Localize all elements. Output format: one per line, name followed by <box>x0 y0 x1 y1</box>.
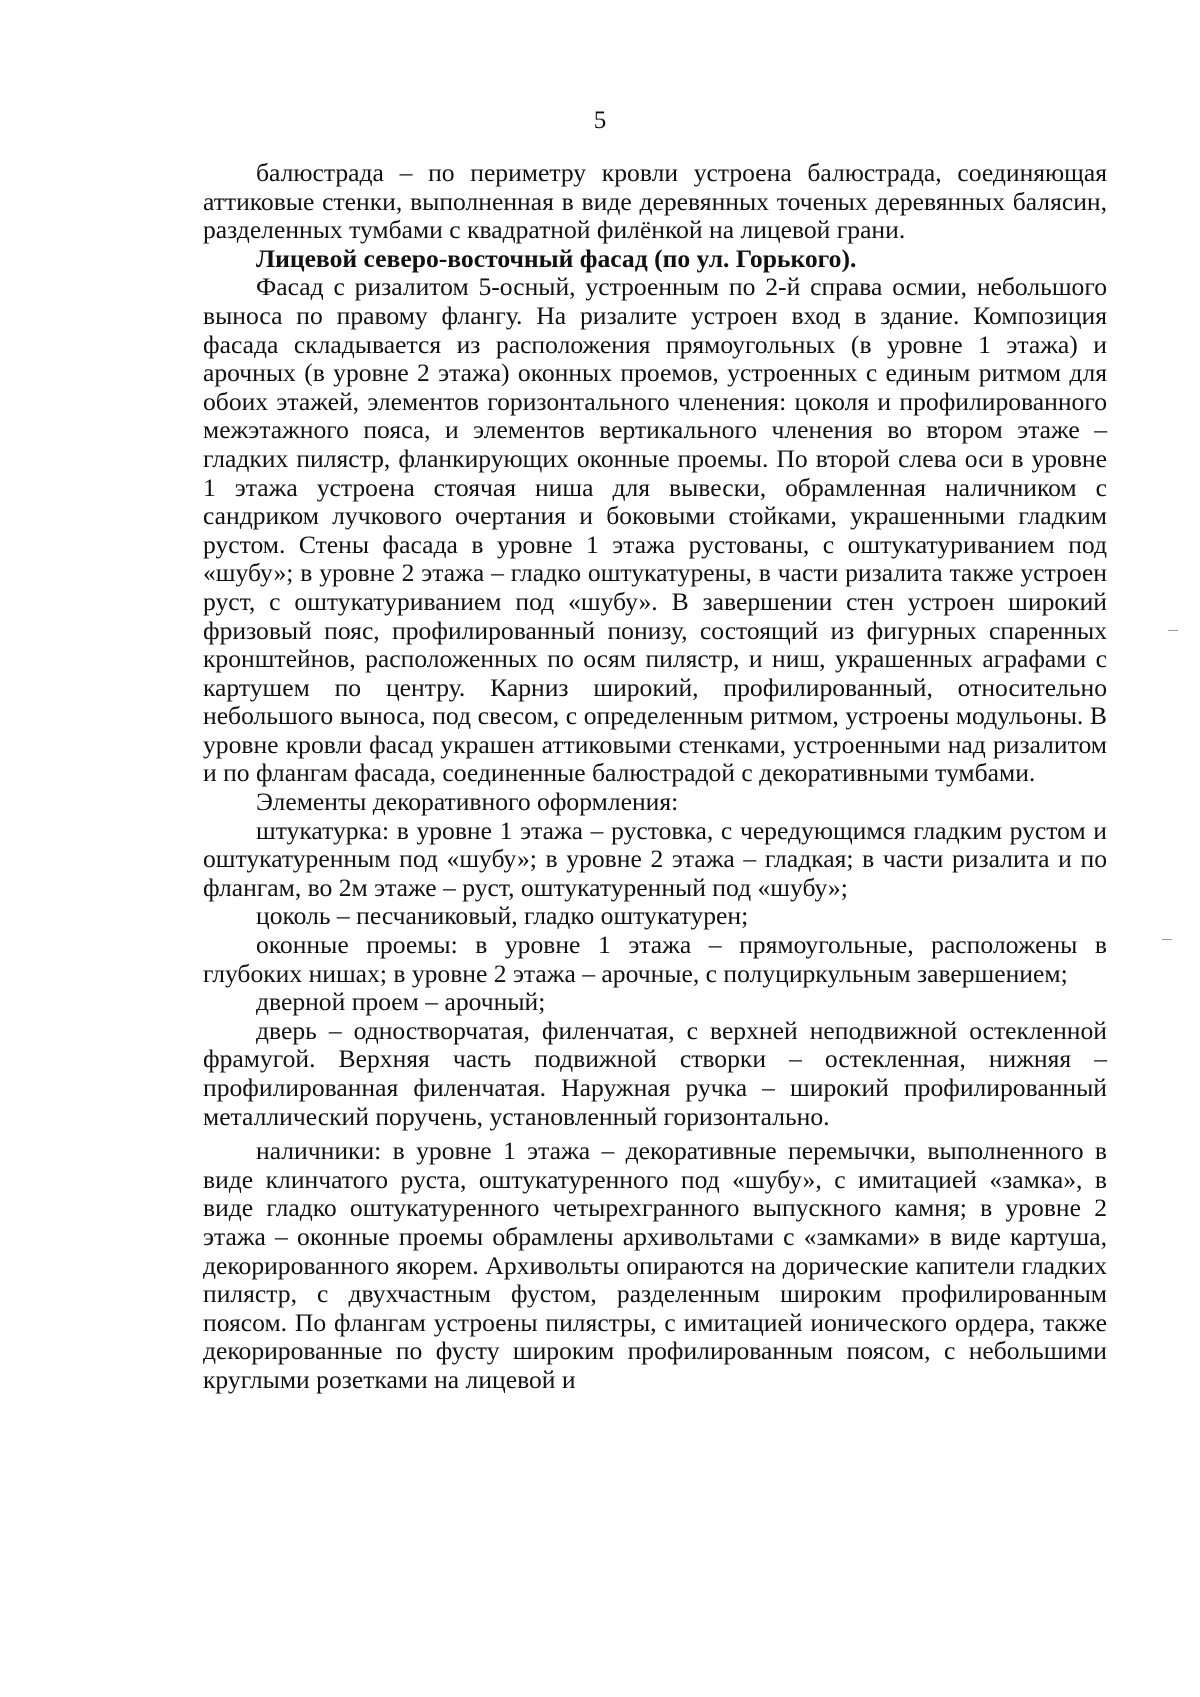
scan-mark <box>1162 939 1172 940</box>
paragraph-plinth: цоколь – песчаниковый, гладко оштукатурен; <box>256 901 749 931</box>
paragraph-door-opening: дверной проем – арочный; <box>256 987 546 1017</box>
body-text <box>203 159 1107 1395</box>
scan-mark <box>1168 630 1178 631</box>
paragraph-trims: наличники: в уровне 1 этажа – декоративные перемычки, выполненного в виде клинчатого руста, оштукатуренного под «шубу», с имитацией «замка», в виде гладко оштукатуренного четырехгранного выпускного камня; в уровне 2 этажа – оконные проемы обрамлены архивольтами с «замками» в виде картуша, декорированного якорем. Архивольты опираются на дорические капители гладких пилястр, с двухчастным фустом, разделенным широким профилированным поясом. По флангам устроены пилястры, с имитацией ионического ордера, также декорированные по фусту широким профилированным поясом, с небольшими круглыми розетками на лицевой и <box>203 1136 1107 1394</box>
page-number: 5 <box>593 107 607 134</box>
paragraph-window-openings: оконные проемы: в уровне 1 этажа – прямоугольные, расположены в глубоких нишах; в уровне 2 этажа – арочные, с полуциркульным завершением; <box>203 930 1107 988</box>
paragraph-door: дверь – одностворчатая, филенчатая, с верхней неподвижной остекленной фрамугой. Верхняя часть подвижной створки – остекленная, нижняя – профилированная филенчатая. Наружная ручка – широкий профилированный металлический поручень, установленный горизонтально. <box>203 1015 1107 1131</box>
section-heading: Лицевой северо-восточный фасад (по ул. Горького). <box>256 243 857 273</box>
paragraph-decoration-intro: Элементы декоративного оформления: <box>256 787 679 817</box>
paragraph-facade-description: Фасад с ризалитом 5-осный, устроенным по 2-й справа осмии, небольшого выноса по правому флангу. На ризалите устроен вход в здание. Композиция фасада складывается из расположения прямоугольных (в уровне 1 этажа) и арочных (в уровне 2 этажа) оконных проемов, устроенных с единым ритмом для обоих этажей, элементов горизонтального членения: цоколя и профилированного межэтажного пояса, и элементов вертикального членения во втором этаже – гладких пилястр, фланкирующих оконные проемы. По второй слева оси в уровне 1 этажа устроена стоячая ниша для вывески, обрамленная наличником с сандриком лучкового очертания и боковыми стойками, украшенными гладким рустом. Стены фасада в уровне 1 этажа рустованы, с оштукатуриванием под «шубу»; в уровне 2 этажа – гладко оштукатурены, в части ризалита также устроен руст, с оштукатуриванием под «шубу». В завершении стен устроен широкий фризовый пояс, профилированный понизу, состоящий из фигурных спаренных кронштейнов, расположенных по осям пилястр, и ниш, украшенных аграфами с картушем по центру. Карниз широкий, профилированный, относительно небольшого выноса, под свесом, с определенным ритмом, устроены модульоны. В уровне кровли фасад украшен аттиковыми стенками, устроенными над ризалитом и по флангам фасада, соединенные балюстрадой с декоративными тумбами. <box>203 272 1107 788</box>
paragraph-plaster: штукатурка: в уровне 1 этажа – рустовка, с чередующимся гладким рустом и оштукатуренным под «шубу»; в уровне 2 этажа – гладкая; в части ризалита и по флангам, во 2м этаже – руст, оштукатуренный под «шубу»; <box>203 815 1107 902</box>
paragraph-balustrade: балюстрада – по периметру кровли устроена балюстрада, соединяющая аттиковые стенки, выполненная в виде деревянных точеных деревянных балясин, разделенных тумбами с квадратной филёнкой на лицевой грани. <box>203 158 1107 245</box>
